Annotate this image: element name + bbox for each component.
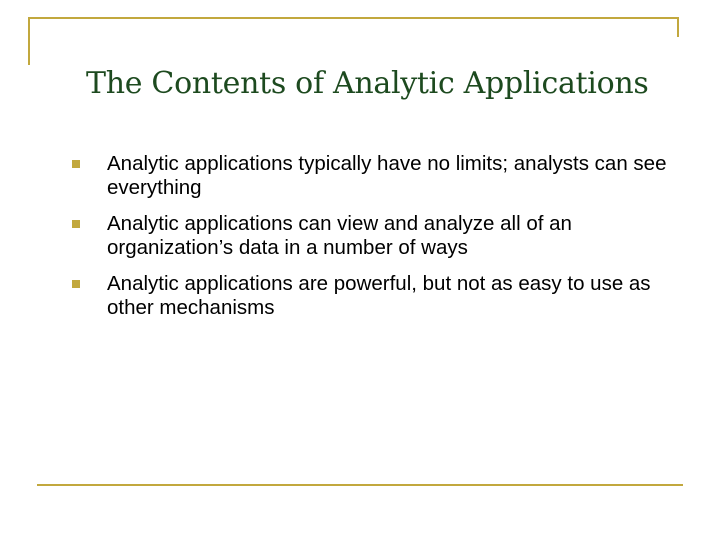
bullet-text: Analytic applications are powerful, but not as easy to use as other mechanisms [107,272,651,319]
frame-top-rule [28,17,679,19]
bullet-item [0,272,667,320]
bullet-text: Analytic applications typically have no limits; analysts can see everything [107,152,667,199]
square-bullet-icon [72,220,80,228]
frame-right-rule [677,17,679,37]
bullet-item [0,212,667,260]
bullet-text: Analytic applications can view and analyze all of an organization’s data in a number of ways [107,212,572,259]
frame-bottom-rule [37,484,683,486]
frame-left-rule [28,17,30,65]
square-bullet-icon [72,160,80,168]
bullet-list [0,152,720,332]
square-bullet-icon [72,280,80,288]
slide-title: The Contents of Analytic Applications [86,66,649,101]
bullet-item [0,152,667,200]
